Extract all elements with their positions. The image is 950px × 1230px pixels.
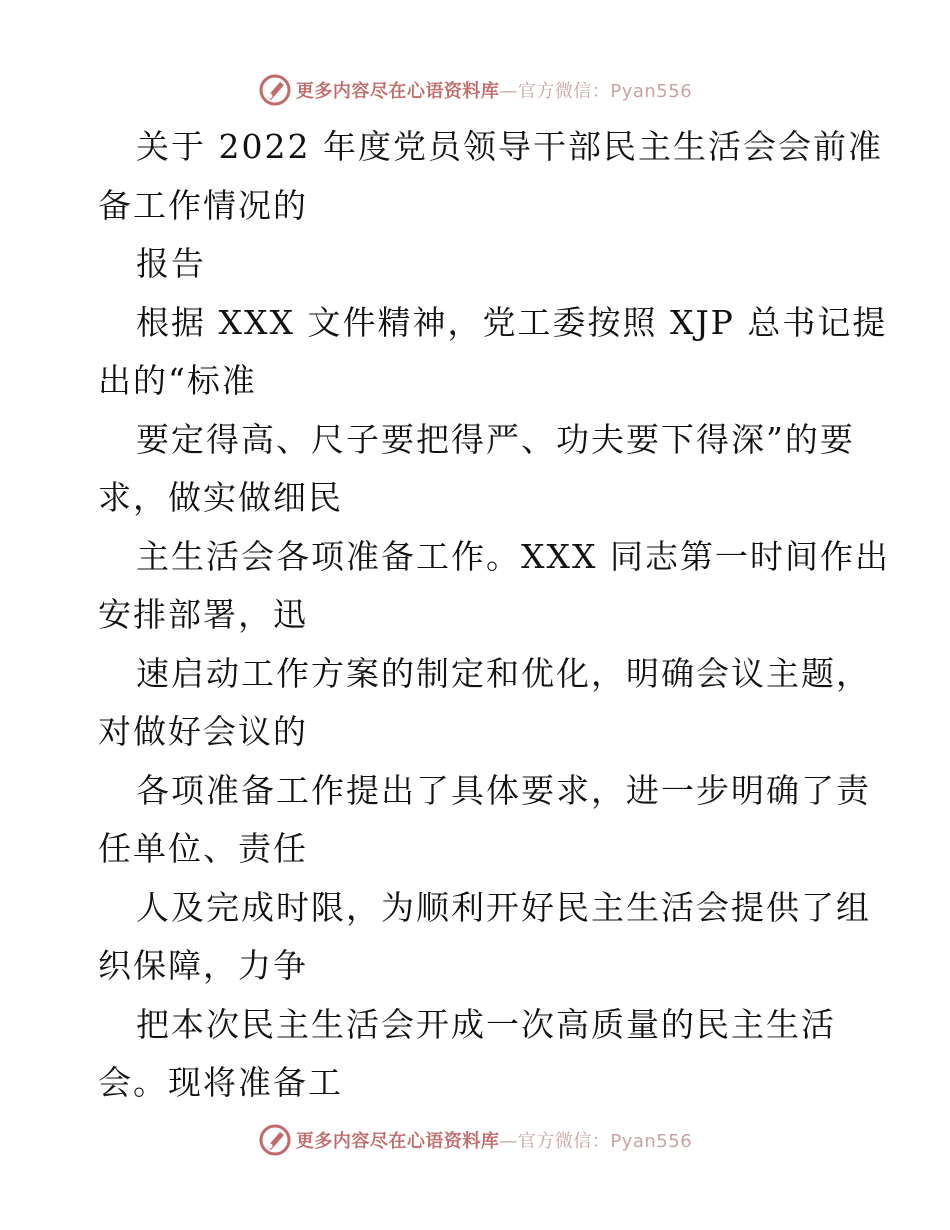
text-line: 要定得高、尺子要把得严、功夫要下得深”的要 [136,419,855,459]
text-line: 对做好会议的 [98,712,308,751]
document-body [98,118,890,1113]
text-line: 人及完成时限，为顺利开好民主生活会提供了组 [136,887,871,927]
text-line: 备工作情况的 [98,185,308,225]
text-line: 任单位、责任 [98,829,308,868]
text-line: 把本次民主生活会开成一次高质量的民主生活 [136,1004,836,1044]
watermark-sub: 官方微信：Pyan556 [517,81,693,102]
footer-watermark [0,1120,950,1160]
text-line: 根据 XXX 文件精神，党工委按照 XJP 总书记提 [136,302,888,342]
text-line: 安排部署，迅 [98,595,308,634]
text-line: 织保障，力争 [98,946,308,985]
text-line: 会。现将准备工 [98,1063,343,1102]
pen-seal-icon [258,1123,292,1157]
watermark-sub: 官方微信：Pyan556 [517,1131,693,1152]
watermark-main: 更多内容尽在心语资料库 [295,81,500,102]
text-line: 求，做实做细民 [98,478,343,517]
watermark-text [296,77,692,103]
text-line: 出的“标准 [98,361,257,400]
watermark-dash: — [499,81,518,102]
text-line: 关于 2022 年度党员领导干部民主生活会会前准 [136,127,883,166]
header-watermark [0,70,950,110]
watermark-text [296,1127,692,1153]
watermark-dash: — [499,1131,518,1152]
watermark-main: 更多内容尽在心语资料库 [295,1131,500,1152]
pen-seal-icon [258,73,292,107]
text-line: 报告 [136,244,206,283]
text-line: 速启动工作方案的制定和优化，明确会议主题， [136,653,871,693]
text-line: 主生活会各项准备工作。XXX 同志第一时间作出 [136,536,890,576]
text-line: 各项准备工作提出了具体要求，进一步明确了责 [136,770,871,810]
